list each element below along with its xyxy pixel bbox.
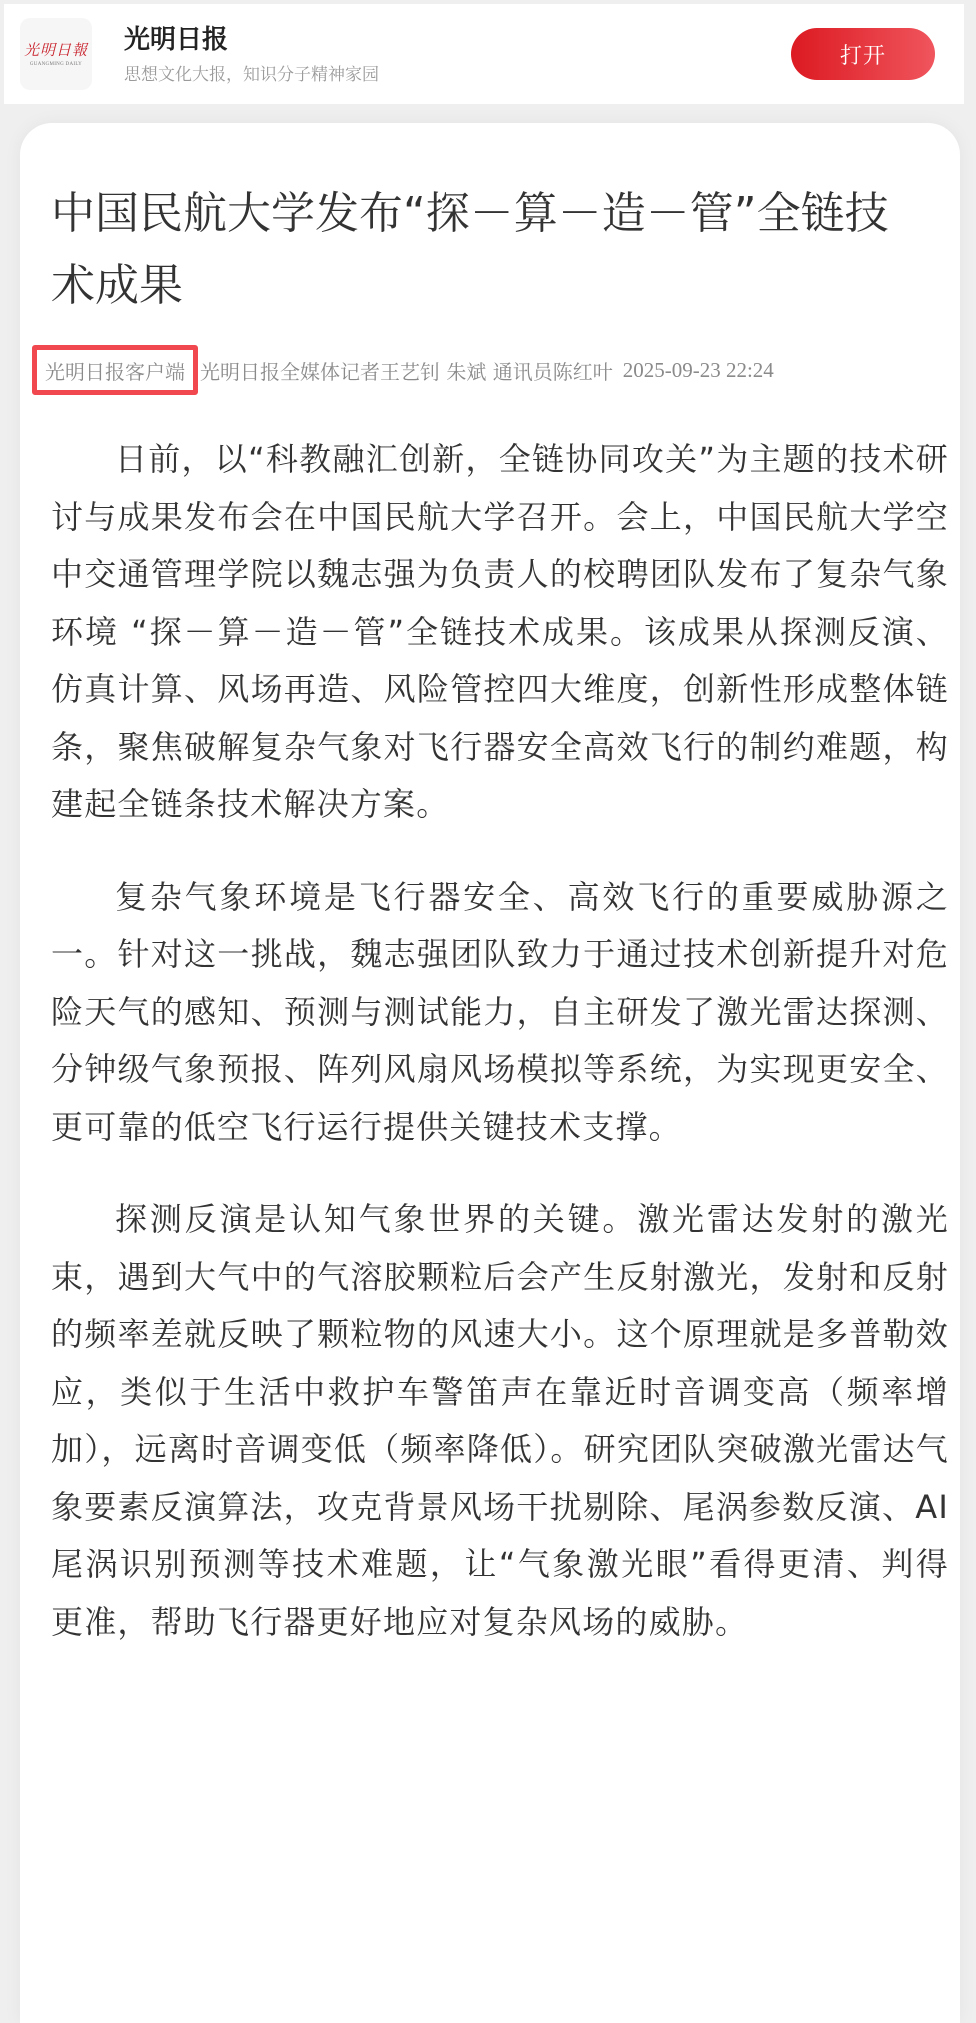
article-card xyxy=(20,123,960,2023)
open-app-button[interactable]: 打开 xyxy=(791,28,935,80)
article-author: 光明日报全媒体记者王艺钊 朱斌 通讯员陈红叶 xyxy=(200,359,613,384)
article-paragraph: 日前，以“科教融汇创新，全链协同攻关”为主题的技术研讨与成果发布会在中国民航大学召开。会上，中国民航大学空中交通管理学院以魏志强为负责人的校聘团队发布了复杂气象环境 “探－算－造－管”全链技术成果。该成果从探测反演、仿真计算、风场再造、风险管控四大维度，创新性形成整体链条，聚焦破解复杂气象对飞行器安全高效飞行的制约难题，构建起全链条技术解决方案。 xyxy=(51,440,949,823)
app-tagline: 思想文化大报，知识分子精神家园 xyxy=(124,65,379,85)
app-name: 光明日报 xyxy=(124,25,229,55)
logo-calligraphy-text: 光明日報 xyxy=(23,41,88,59)
article-paragraph: 复杂气象环境是飞行器安全、高效飞行的重要威胁源之一。针对这一挑战，魏志强团队致力于通过技术创新提升对危险天气的感知、预测与测试能力，自主研发了激光雷达探测、分钟级气象预报、阵列风扇风场模拟等系统，为实现更安全、更可靠的低空飞行运行提供关键技术支撑。 xyxy=(51,877,949,1146)
article-paragraph: 探测反演是认知气象世界的关键。激光雷达发射的激光束，遇到大气中的气溶胶颗粒后会产生反射激光，发射和反射的频率差就反映了颗粒物的风速大小。这个原理就是多普勒效应，类似于生活中救护车警笛声在靠近时音调变高（频率增加），远离时音调变低（频率降低）。研究团队突破激光雷达气象要素反演算法，攻克背景风场干扰剔除、尾涡参数反演、AI 尾涡识别预测等技术难题，让“气象激光眼”看得更清、判得更准，帮助飞行器更好地应对复杂风场的威胁。 xyxy=(51,1200,949,1641)
article-body xyxy=(51,431,949,1686)
article-title: 中国民航大学发布“探－算－造－管”全链技术成果 xyxy=(51,188,889,311)
article-date: 2025-09-23 22:24 xyxy=(622,357,774,382)
article-meta xyxy=(32,345,774,395)
article-source-highlighted[interactable]: 光明日报客户端 xyxy=(32,345,198,395)
app-download-banner xyxy=(4,4,964,104)
guangming-daily-logo-icon[interactable] xyxy=(20,18,92,90)
logo-english-text: GUANGMING DAILY xyxy=(29,62,83,67)
